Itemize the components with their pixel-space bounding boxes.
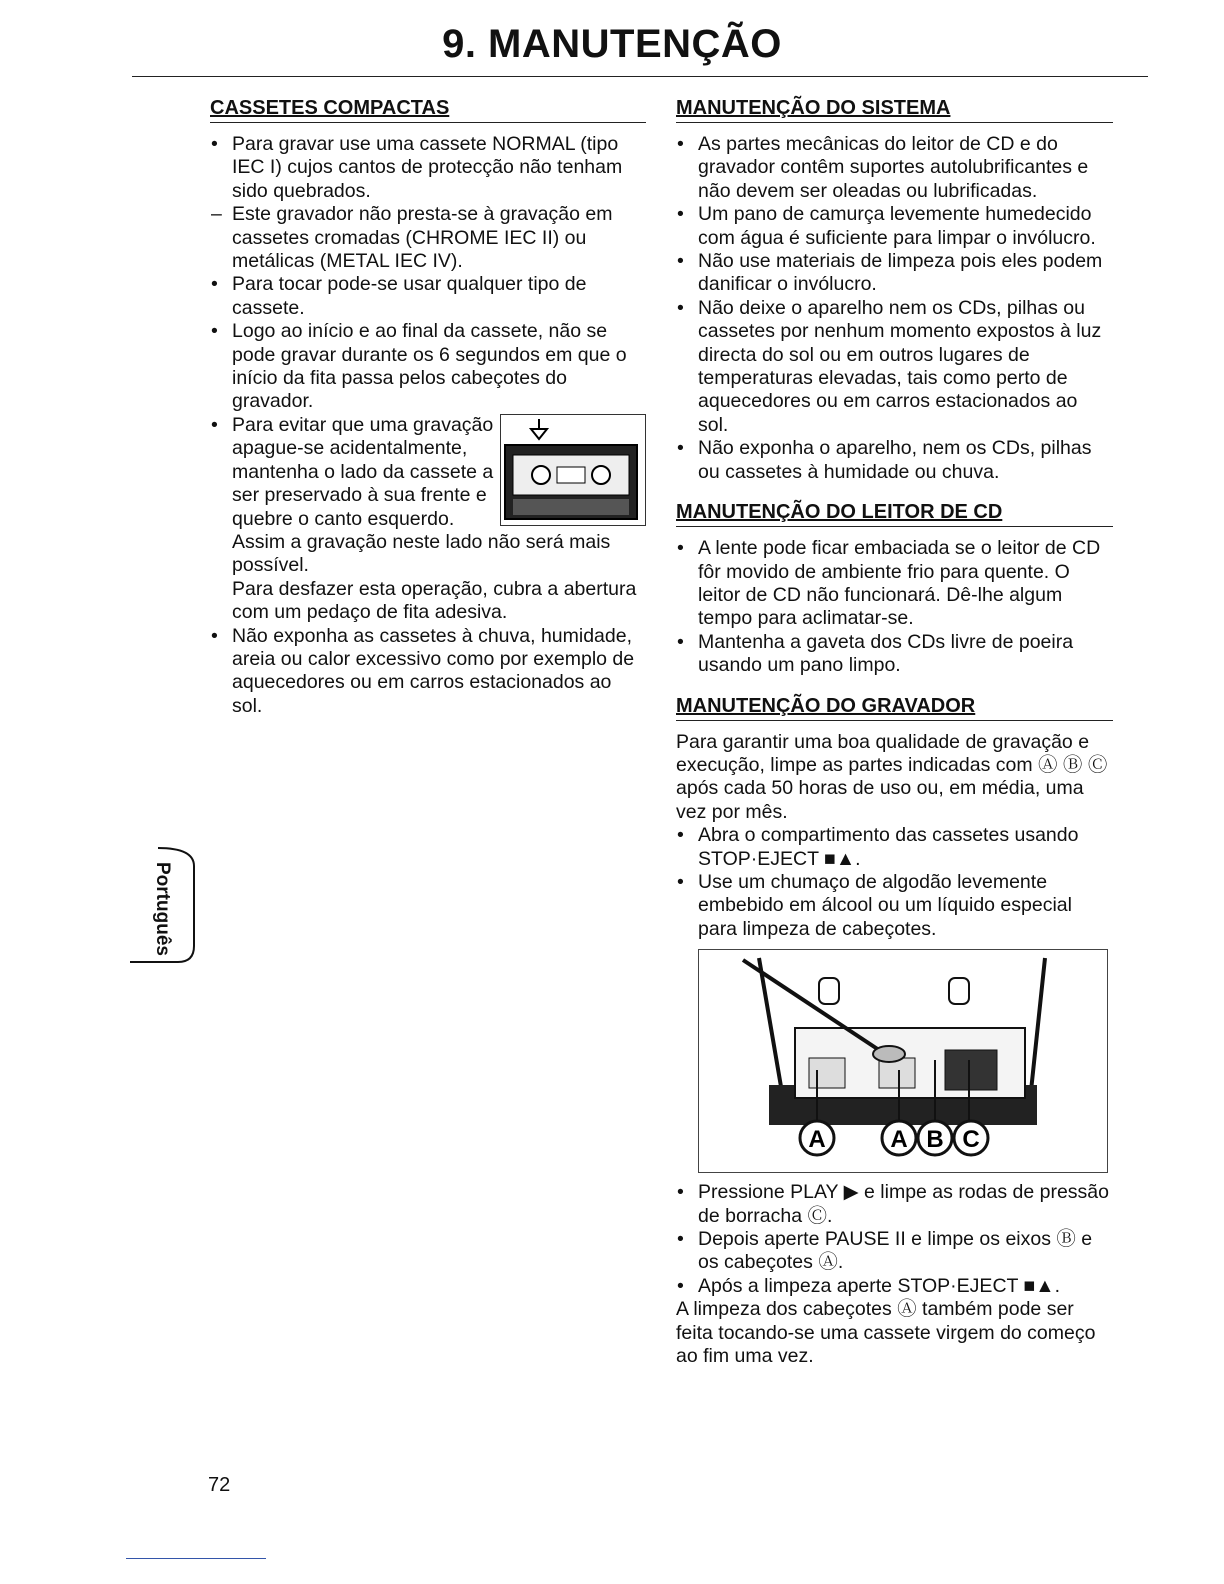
figure-label-a2: A [890, 1126, 908, 1154]
cd-maintenance-list [676, 537, 1113, 677]
list-item: • Abra o compartimento das cassetes usando STOP·EJECT ■▲. [676, 824, 1113, 871]
list-item: • Um pano de camurça levemente humedecido com água é suficiente para limpar o invólucro. [676, 203, 1113, 250]
right-column [676, 96, 1113, 1368]
label-a-callout [800, 1121, 834, 1155]
head-cleaning-illustration [698, 949, 1108, 1173]
heading-cd-maintenance: MANUTENÇÃO DO LEITOR DE CD [676, 500, 1113, 527]
list-item: • A lente pode ficar embaciada se o leitor de CD fôr movido de ambiente frio para quente. O leitor de CD não funcionará. Dê-lhe algum tempo para aclimatar-se. [676, 537, 1113, 631]
list-item: • Após a limpeza aperte STOP·EJECT ■▲. [676, 1275, 1113, 1298]
cassette-deck-illustration [699, 950, 1107, 1172]
list-item: • As partes mecânicas do leitor de CD e do gravador contêm suportes autolubrificantes e não devem ser oleadas ou lubrificadas. [676, 133, 1113, 203]
heading-system-maintenance: MANUTENÇÃO DO SISTEMA [676, 96, 1113, 123]
figure-label-a: A [808, 1126, 826, 1154]
list-item: • Depois aperte PAUSE II e limpe os eixos Ⓑ e os cabeçotes Ⓐ. [676, 1228, 1113, 1275]
recorder-steps-before [676, 824, 1113, 941]
figure-label-b: B [926, 1126, 944, 1154]
recorder-intro: Para garantir uma boa qualidade de gravação e execução, limpe as partes indicadas com Ⓐ Ⓑ Ⓒ após cada 50 horas de uso ou, em média, uma vez por mês. [676, 730, 1108, 823]
left-column [210, 96, 646, 718]
list-item: – Este gravador não presta-se à gravação em cassetes cromadas (CHROME IEC II) ou metálicas (METAL IEC IV). [210, 203, 646, 273]
list-item: • Não exponha o aparelho, nem os CDs, pilhas ou cassetes à humidade ou chuva. [676, 437, 1113, 484]
recorder-steps-after [676, 1181, 1113, 1298]
system-maintenance-list [676, 133, 1113, 484]
list-item: • Para gravar use uma cassete NORMAL (tipo IEC I) cujos cantos de protecção não tenham sido quebrados. [210, 133, 646, 203]
page-number: 72 [208, 1474, 231, 1496]
heading-recorder-maintenance: MANUTENÇÃO DO GRAVADOR [676, 694, 1113, 721]
list-item: • Não exponha as cassetes à chuva, humidade, areia ou calor excessivo como por exemplo de aquecedores ou em carros estacionados ao sol. [210, 625, 646, 719]
list-item: • Não use materiais de limpeza pois eles podem danificar o invólucro. [676, 250, 1113, 297]
list-item-erase-protection [210, 414, 646, 625]
language-label: Português [152, 862, 173, 956]
cassette-icon [501, 415, 645, 525]
undo-note: Para desfazer esta operação, cubra a abertura com um pedaço de fita adesiva. [232, 577, 637, 624]
footer-rule [126, 1558, 266, 1559]
title-divider [132, 76, 1148, 77]
list-item: • Use um chumaço de algodão levemente embebido em álcool ou um líquido especial para limpeza de cabeçotes. [676, 871, 1113, 941]
page-title: 9. MANUTENÇÃO [442, 22, 782, 66]
list-item: • Mantenha a gaveta dos CDs livre de poeira usando um pano limpo. [676, 631, 1113, 678]
list-item: • Pressione PLAY ▶ e limpe as rodas de pressão de borracha Ⓒ. [676, 1181, 1113, 1228]
erase-protection-text: Para evitar que uma gravação apague-se acidentalmente, mantenha o lado da cassete a ser preservado à sua frente e quebre o canto esquerdo. Assim a gravação neste lado não será mais possível. [232, 413, 611, 577]
label-a2-callout [882, 1121, 916, 1155]
label-c-callout [954, 1121, 988, 1155]
recorder-closing: A limpeza dos cabeçotes Ⓐ também pode ser feita tocando-se uma cassete virgem do começo ao fim uma vez. [676, 1298, 1096, 1368]
compact-cassettes-list [210, 133, 646, 718]
list-item: • Não deixe o aparelho nem os CDs, pilhas ou cassetes por nenhum momento expostos à luz directa do sol ou em outros lugares de temperaturas elevadas, tais como perto de aquecedores ou em carros estacionados ao sol. [676, 297, 1113, 437]
label-b-callout [918, 1121, 952, 1155]
list-item: • Logo ao início e ao final da cassete, não se pode gravar durante os 6 segundos em que o início da fita passa pelos cabeçotes do gravador. [210, 320, 646, 414]
cassette-tab-illustration [500, 414, 646, 526]
figure-label-c: C [962, 1126, 980, 1154]
list-item: • Para tocar pode-se usar qualquer tipo de cassete. [210, 273, 646, 320]
heading-compact-cassettes: CASSETES COMPACTAS [210, 96, 646, 123]
